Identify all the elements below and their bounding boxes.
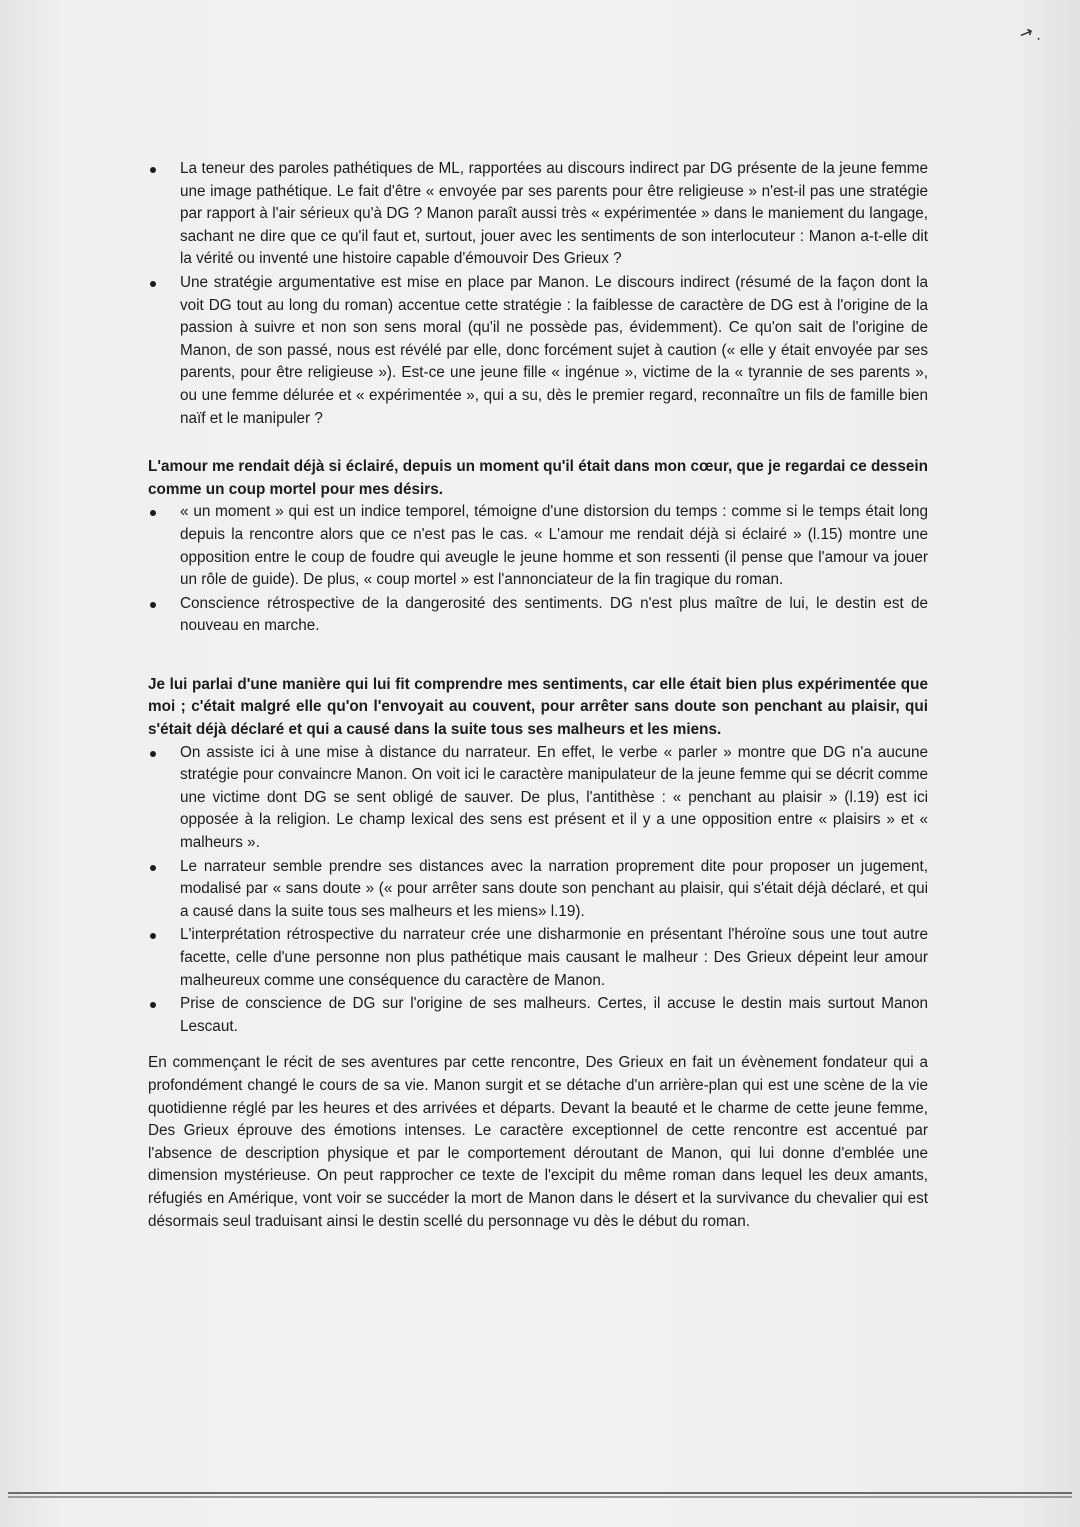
analysis-list-3 <box>148 742 928 1039</box>
page-content <box>148 158 928 1248</box>
list-item: Prise de conscience de DG sur l'origine de ses malheurs. Certes, il accuse le destin mais surtout Manon Lescaut. <box>148 993 928 1038</box>
corner-pen-mark: ↗ · <box>1016 23 1045 48</box>
list-item: La teneur des paroles pathétiques de ML, rapportées au discours indirect par DG présente de la jeune femme une image pathétique. Le fait d'être « envoyée par ses parents pour être religieuse » n'est-il pas une stratégie par rapport à l'air sérieux qu'à DG ? Manon paraît aussi très « expérimentée » dans le maniement du langage, sachant ne dire que ce qu'il faut et, surtout, jouer avec les sentiments de son interlocuteur : Manon a-t-elle dit la vérité ou inventé une histoire capable d'émouvoir Des Grieux ? <box>148 158 928 271</box>
list-item: On assiste ici à une mise à distance du narrateur. En effet, le verbe « parler » montre que DG n'a aucune stratégie pour convaincre Manon. On voit ici le caractère manipulateur de la jeune femme qui se décrit comme une victime dont DG se sent obligé de sauver. De plus, l'antithèse : « penchant au plaisir » (l.19) est ici opposée à la religion. Le champ lexical des sens est présent et il y a une opposition entre « plaisirs » et « malheurs ». <box>148 742 928 855</box>
analysis-list-1 <box>148 158 928 430</box>
list-item: Conscience rétrospective de la dangerosité des sentiments. DG n'est plus maître de lui, le destin est de nouveau en marche. <box>148 593 928 638</box>
quotation-2: Je lui parlai d'une manière qui lui fit comprendre mes sentiments, car elle était bien plus expérimentée que moi ; c'était malgré elle qu'on l'envoyait au couvent, pour arrêter sans doute son penchant au plaisir, qui s'était déjà déclaré et qui a causé dans la suite tous ses malheurs et les miens. <box>148 675 928 739</box>
analysis-list-2 <box>148 501 928 638</box>
conclusion-paragraph: En commençant le récit de ses aventures par cette rencontre, Des Grieux en fait un évènement fondateur qui a profondément changé le cours de sa vie. Manon surgit et se détache d'un arrière-plan qui est une scène de la vie quotidienne réglé par les heures et des arrivées et départs. Devant la beauté et le charme de cette jeune femme, Des Grieux éprouve des émotions intenses. Le caractère exceptionnel de cette rencontre est accentué par l'absence de description physique et par le comportement déroutant de Manon, qui lui donne d'emblée une dimension mystérieuse. On peut rapprocher ce texte de l'excipit du même roman dans lequel les deux amants, réfugiés en Amérique, vont voir se succéder la mort de Manon dans le désert et la survivance du chevalier qui est désormais seul traduisant ainsi le destin scellé du personnage vu dès le début du roman. <box>148 1054 928 1230</box>
list-item: L'interprétation rétrospective du narrateur crée une disharmonie en présentant l'héroïne sous une tout autre facette, celle d'une personne non plus pathétique mais causant le malheur : Des Grieux dépeint leur amour malheureux comme une conséquence du caractère de Manon. <box>148 924 928 992</box>
bottom-page-edge-line <box>8 1492 1072 1494</box>
list-item: Le narrateur semble prendre ses distances avec la narration proprement dite pour proposer un jugement, modalisé par « sans doute » (« pour arrêter sans doute son penchant au plaisir, qui s'était déjà déclaré, et qui a causé dans la suite tous ses malheurs et les miens» l.19). <box>148 856 928 924</box>
quotation-1: L'amour me rendait déjà si éclairé, depuis un moment qu'il était dans mon cœur, que je regardai ce dessein comme un coup mortel pour mes désirs. <box>148 458 928 498</box>
list-item: Une stratégie argumentative est mise en place par Manon. Le discours indirect (résumé de la façon dont la voit DG tout au long du roman) accentue cette stratégie : la faiblesse de caractère de DG est à l'origine de la passion à suivre et non son sens moral (qu'il ne possède pas, évidemment). Ce qu'on sait de l'origine de Manon, de son passé, nous est révélé par elle, donc forcément sujet à caution (« elle y était envoyée par ses parents, pour être religieuse »). Est-ce une jeune fille « ingénue », victime de la « tyrannie de ses parents », ou une femme délurée et « expérimentée », qui a su, dès le premier regard, reconnaître un fils de famille bien naïf et le manipuler ? <box>148 272 928 430</box>
list-item: « un moment » qui est un indice temporel, témoigne d'une distorsion du temps : comme si le temps était long depuis la rencontre alors que ce n'est pas le cas. « L'amour me rendait déjà si éclairé » (l.15) montre une opposition entre le coup de foudre qui aveugle le jeune homme et son ressenti (il pense que l'amour va jouer un rôle de guide). De plus, « coup mortel » est l'annonciateur de la fin tragique du roman. <box>148 501 928 591</box>
